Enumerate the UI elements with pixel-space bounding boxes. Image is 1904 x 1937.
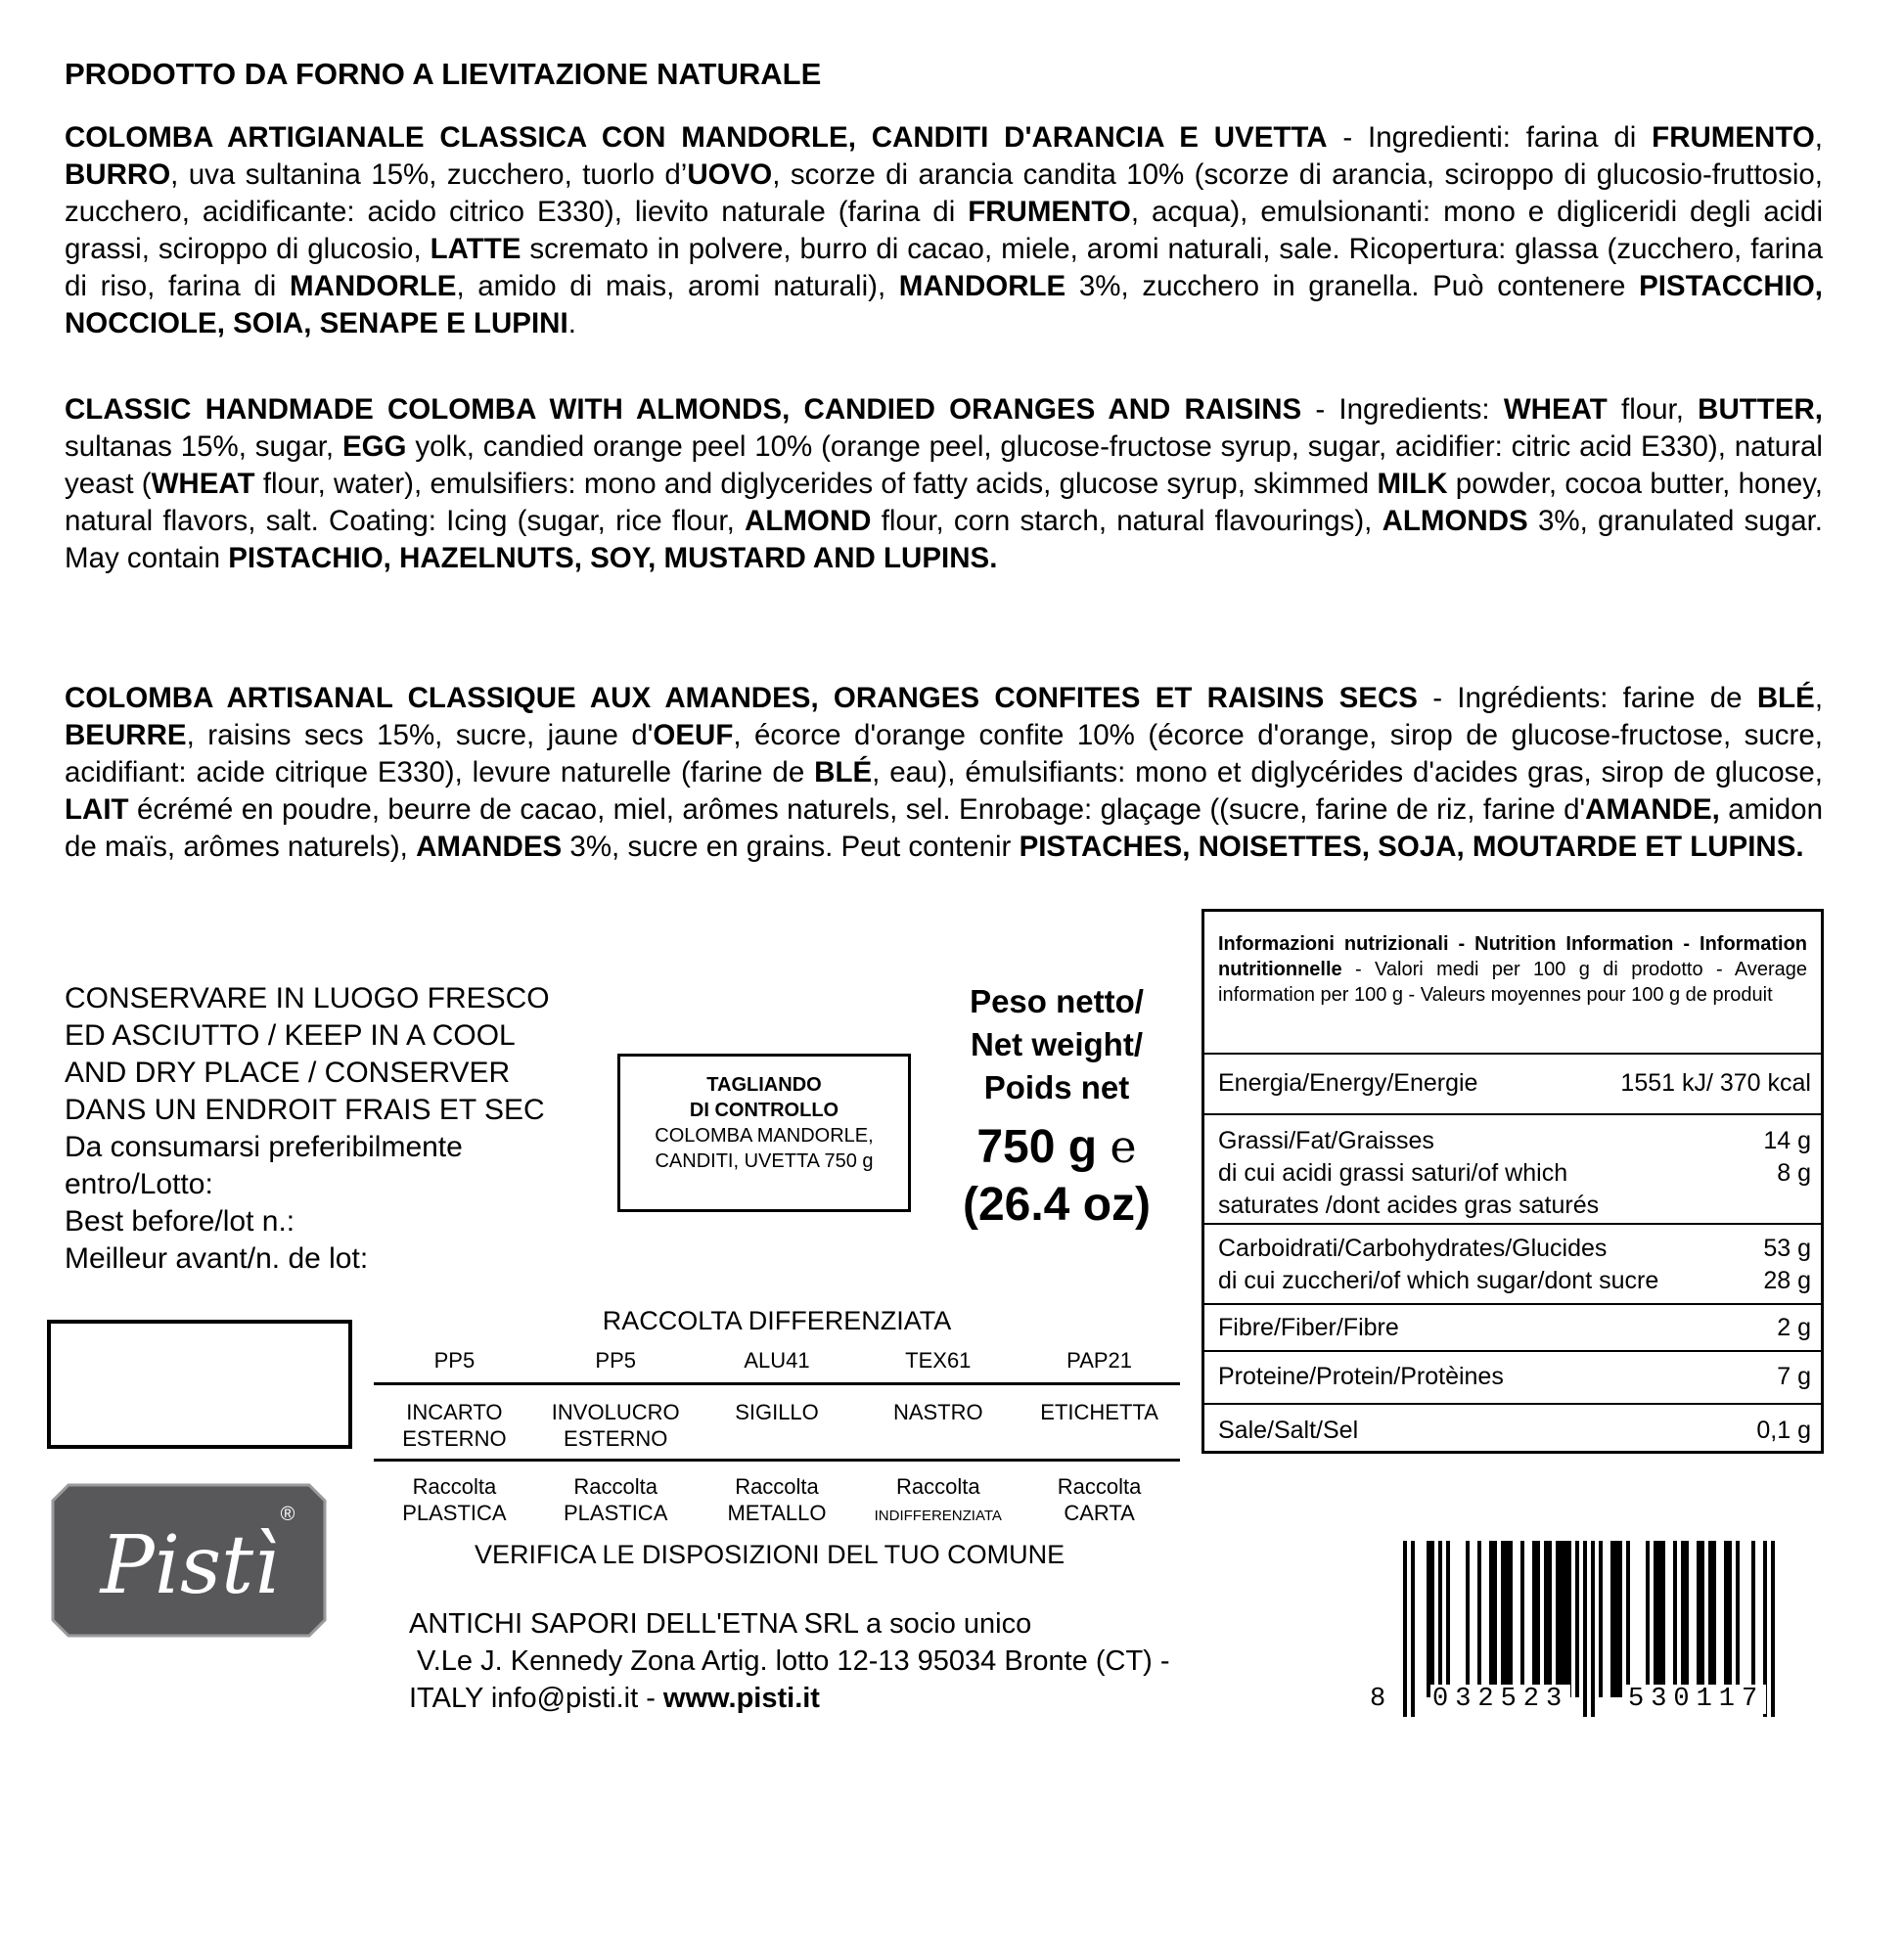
packaging-part-line: SIGILLO (735, 1400, 819, 1424)
text-run: 3%, sucre en grains. Peut contenir (562, 831, 1020, 863)
barcode-bar (1564, 1541, 1567, 1697)
bold-text: AMANDE, (1585, 793, 1720, 826)
coupon-description: COLOMBA MANDORLE, (655, 1125, 874, 1147)
bold-text: AMANDES (416, 831, 563, 863)
nutrition-label: Fibre/Fiber/Fibre (1218, 1314, 1399, 1341)
collection-line: PLASTICA (564, 1501, 668, 1525)
barcode-right-group: 530117 (1628, 1685, 1765, 1714)
barcode-bar (1493, 1541, 1497, 1697)
text-run: sultanas 15%, sugar, (65, 430, 342, 463)
nutrition-label: Energia/Energy/Energie (1218, 1069, 1478, 1097)
text-run: , amido di mais, aromi naturali), (456, 270, 899, 302)
bold-text: MILK (1377, 468, 1448, 500)
nutrition-label: Sale/Salt/Sel (1218, 1417, 1359, 1444)
text-run: . (567, 307, 576, 339)
nutrition-row-energy (1204, 1055, 1821, 1115)
recycling-title: RACCOLTA DIFFERENZIATA (602, 1306, 952, 1335)
barcode-bar (1646, 1541, 1650, 1697)
barcode-bar (1532, 1541, 1536, 1697)
barcode-bar (1544, 1541, 1548, 1697)
text-run: , eau), émulsifiants: mono et diglycérides d'acides gras, sirop de glucose, (872, 756, 1823, 788)
text-run: 3%, granulated sugar. May contain (65, 505, 1823, 574)
material-code: PP5 (433, 1348, 476, 1373)
best-before-line: Best before/lot n.: (65, 1205, 295, 1238)
text-run: powder, cocoa butter, honey, natural flavors, salt. Coating: Icing (sugar, rice flour, (65, 468, 1823, 537)
bold-text: EGG (341, 430, 407, 463)
barcode-bar (1520, 1541, 1524, 1697)
bold-text: CLASSIC HANDMADE COLOMBA WITH ALMONDS, CANDIED ORANGES AND RAISINS (65, 393, 1302, 426)
barcode-bar (1427, 1541, 1430, 1697)
text-run: , (1814, 121, 1823, 154)
barcode-bar (1560, 1541, 1564, 1697)
collection-type (535, 1473, 697, 1529)
text-run: écrémé en poudre, beurre de cacao, miel, arômes naturels, sel. Enrobage: glaçage ((sucre, farine de riz, farine d' (128, 793, 1586, 826)
best-before-line: Da consumarsi preferibilmente (65, 1131, 463, 1163)
coupon-title: TAGLIANDO (706, 1074, 822, 1096)
barcode-bar (1614, 1541, 1618, 1697)
nutrition-value: 0,1 g (1756, 1417, 1811, 1444)
nutrition-value: 2 g (1777, 1314, 1811, 1341)
pisti-logo (51, 1483, 327, 1638)
bold-text: BLÉ (1756, 682, 1815, 714)
barcode-bar (1697, 1541, 1700, 1697)
barcode-bar (1610, 1541, 1614, 1697)
barcode-first-digit: 8 (1370, 1685, 1386, 1714)
barcode-bar (1626, 1541, 1630, 1697)
text-run: scremato in polvere, burro di cacao, miele, aromi naturali, sale. Ricopertura: glassa (zucchero, farina di riso, farina di (65, 233, 1823, 302)
nutrition-label: Carboidrati/Carbohydrates/Glucides (1218, 1235, 1608, 1262)
bold-text: BUTTER, (1698, 393, 1823, 426)
barcode-bar (1681, 1541, 1685, 1697)
collection-line: METALLO (727, 1501, 827, 1525)
company-name: ANTICHI SAPORI DELL'ETNA SRL a socio unico (409, 1608, 1032, 1640)
barcode-bar (1728, 1541, 1732, 1697)
barcode-bar (1556, 1541, 1560, 1697)
packaging-part-line: NASTRO (892, 1400, 983, 1424)
packaging-part-line: ESTERNO (402, 1426, 507, 1451)
bold-text: LATTE (430, 233, 521, 265)
collection-line: PLASTICA (402, 1501, 507, 1525)
barcode-bar (1548, 1541, 1552, 1697)
bold-text: COLOMBA ARTIGIANALE CLASSICA CON MANDORLE, CANDITI D'ARANCIA E UVETTA (65, 121, 1328, 154)
estimated-sign-icon: e (1110, 1120, 1137, 1173)
text-run: 3%, zucchero in granella. Può contenere (1065, 270, 1640, 302)
text-run: - Ingredienti: farina di (1327, 121, 1653, 154)
ingredients-french (65, 680, 1823, 866)
packaging-part (1019, 1399, 1180, 1459)
bold-text: OEUF (653, 719, 734, 751)
net-weight-label: Peso netto/ (970, 983, 1144, 1019)
company-email: ITALY info@pisti.it - (409, 1683, 663, 1714)
text-run: , raisins secs 15%, sucre, jaune d' (186, 719, 654, 751)
coupon-title: DI CONTROLLO (689, 1100, 839, 1121)
packaging-part (374, 1399, 535, 1459)
recycling-collection-row (374, 1462, 1180, 1529)
packaging-part (535, 1399, 697, 1459)
text-run: flour, corn starch, natural flavourings), (871, 505, 1383, 537)
nutrition-label: Proteine/Protein/Protèines (1218, 1363, 1504, 1390)
text-run: amidon de maïs, arômes naturels), (65, 793, 1823, 863)
barcode-bar (1509, 1541, 1513, 1697)
packaging-part-line: ESTERNO (564, 1426, 668, 1451)
collection-type (374, 1473, 535, 1529)
bold-text: LAIT (65, 793, 129, 826)
collection-line: Raccolta (735, 1474, 819, 1499)
company-info (409, 1605, 1170, 1717)
nutrition-value: 53 g (1763, 1235, 1811, 1262)
barcode-bar (1438, 1541, 1442, 1697)
best-before-line: entro/Lotto: (65, 1168, 213, 1200)
nutrition-label: Grassi/Fat/Graisses (1218, 1127, 1434, 1154)
barcode-bar (1430, 1541, 1434, 1697)
barcode-bar (1736, 1541, 1740, 1697)
best-before-line: Meilleur avant/n. de lot: (65, 1242, 369, 1275)
lot-number-box (47, 1320, 352, 1449)
storage-line: DANS UN ENDROIT FRAIS ET SEC (65, 1094, 545, 1126)
collection-line: Raccolta (895, 1474, 980, 1499)
bold-text: FRUMENTO (1652, 121, 1815, 154)
barcode-bar (1599, 1541, 1603, 1697)
collection-type (697, 1473, 858, 1529)
registered-mark-icon: ® (280, 1504, 295, 1525)
packaging-part-line: ETICHETTA (1040, 1400, 1158, 1424)
barcode-bar (1618, 1541, 1622, 1697)
bold-text: Informazioni nutrizionali - Nutrition Information - Information nutritionnelle (1218, 933, 1807, 980)
barcode-bar (1708, 1541, 1712, 1697)
nutrition-value: 7 g (1777, 1363, 1811, 1390)
barcode-bar (1712, 1541, 1716, 1697)
bold-text: FRUMENTO (968, 196, 1131, 228)
nutrition-label: di cui acidi grassi saturi/of which (1218, 1159, 1568, 1187)
nutrition-row-protein (1204, 1352, 1821, 1405)
nutrition-row-fibre (1204, 1305, 1821, 1352)
barcode-bar (1466, 1541, 1470, 1697)
nutrition-header (1204, 912, 1821, 1055)
bold-text: ALMOND (745, 505, 872, 537)
recycling-note: VERIFICA LE DISPOSIZIONI DEL TUO COMUNE (475, 1540, 1065, 1569)
company-website-link[interactable]: www.pisti.it (662, 1683, 820, 1714)
collection-line: CARTA (1064, 1501, 1135, 1525)
nutrition-value: 14 g (1763, 1127, 1811, 1154)
packaging-part-line: INCARTO (406, 1400, 503, 1424)
barcode-bar (1536, 1541, 1540, 1697)
ingredients-english (65, 391, 1823, 577)
bold-text: UOVO (687, 158, 773, 191)
bold-text: MANDORLE (898, 270, 1066, 302)
barcode-bar (1751, 1541, 1755, 1697)
packaging-part (697, 1399, 858, 1459)
barcode-bar (1477, 1541, 1481, 1697)
barcode-bar (1724, 1541, 1728, 1697)
product-category-header: PRODOTTO DA FORNO A LIEVITAZIONE NATURALE (65, 57, 822, 91)
nutrition-label: di cui zuccheri/of which sugar/dont sucre (1218, 1267, 1659, 1294)
text-run: , scorze di arancia candita 10% (scorze di arancia, sciroppo di glucosio-fruttosio, zucchero, acidificante: acido citrico E330), lievito naturale (farina di (65, 158, 1823, 228)
text-run: - Ingredients: (1301, 393, 1504, 426)
text-run: , écorce d'orange confite 10% (écorce d'orange, sirop de glucose-fructose, sucre, acidifiant: acide citrique E330), levure naturelle (farine de (65, 719, 1823, 788)
barcode-bar (1661, 1541, 1665, 1697)
collection-line: Raccolta (573, 1474, 657, 1499)
barcode-bar (1567, 1541, 1571, 1697)
barcode-bar (1700, 1541, 1704, 1697)
text-run: , acqua), emulsionanti: mono e digliceridi degli acidi grassi, sciroppo di glucosio, (65, 196, 1823, 265)
text-run: - Ingrédients: farine de (1417, 682, 1757, 714)
barcode-left-group: 032523 (1432, 1685, 1569, 1714)
bold-text: PISTACHIO, HAZELNUTS, SOY, MUSTARD AND LUPINS. (228, 542, 998, 574)
collection-line: Raccolta (1057, 1474, 1142, 1499)
company-address: V.Le J. Kennedy Zona Artig. lotto 12-13 95034 Bronte (CT) - (409, 1645, 1170, 1677)
material-code: PAP21 (1066, 1348, 1133, 1373)
storage-instructions (65, 980, 612, 1278)
storage-line: AND DRY PLACE / CONSERVER (65, 1057, 511, 1089)
collection-type (1019, 1473, 1180, 1529)
packaging-part-line: INVOLUCRO (551, 1400, 680, 1424)
bold-text: BLÉ (814, 756, 873, 788)
barcode-bar (1657, 1541, 1661, 1697)
nutrition-row-fat (1204, 1115, 1821, 1225)
packaging-part (857, 1399, 1019, 1459)
bold-text: ALMONDS (1382, 505, 1528, 537)
barcode-bar (1685, 1541, 1689, 1697)
collection-line: Raccolta (412, 1474, 497, 1499)
nutrition-row-salt (1204, 1405, 1821, 1454)
barcode-bar (1654, 1541, 1657, 1697)
bold-text: MANDORLE (290, 270, 457, 302)
weight-grams: 750 g (976, 1121, 1098, 1173)
collection-line: INDIFFERENZIATA (874, 1508, 1002, 1524)
recycling-parts-row (374, 1385, 1180, 1462)
material-code: PP5 (595, 1348, 636, 1373)
barcode-bar (1673, 1541, 1677, 1697)
barcode-bar (1575, 1541, 1579, 1697)
nutrition-table (1201, 909, 1824, 1454)
net-weight (939, 980, 1174, 1234)
net-weight-ounces: (26.4 oz) (962, 1179, 1152, 1231)
nutrition-label: saturates /dont acides gras saturés (1218, 1192, 1600, 1219)
text-run: flour, (1607, 393, 1699, 426)
bold-text: COLOMBA ARTISANAL CLASSIQUE AUX AMANDES, ORANGES CONFITES ET RAISINS SECS (65, 682, 1418, 714)
company-contact (409, 1680, 1170, 1717)
text-run: , (1814, 682, 1824, 714)
nutrition-value: 1551 kJ/ 370 kcal (1620, 1069, 1811, 1097)
nutrition-value: 28 g (1763, 1267, 1811, 1294)
recycling-info (374, 1304, 1180, 1529)
barcode-digits (1368, 1685, 1814, 1718)
bold-text: PISTACHES, NOISETTES, SOJA, MOUTARDE ET LUPINS. (1019, 831, 1804, 863)
net-weight-label: Poids net (983, 1069, 1130, 1105)
text-run: - Valori medi per 100 g di prodotto - Average information per 100 g - Valeurs moyennes pour 100 g de produit (1218, 959, 1807, 1006)
barcode-bar (1505, 1541, 1509, 1697)
barcode-bar (1446, 1541, 1450, 1697)
storage-line: CONSERVARE IN LUOGO FRESCO (65, 982, 550, 1014)
text-run: flour, water), emulsifiers: mono and diglycerides of fatty acids, glucose syrup, skimmed (254, 468, 1378, 500)
bold-text: PISTACCHIO, NOCCIOLE, SOIA, SENAPE E LUPINI (65, 270, 1823, 339)
logo-wordmark: Pistì (100, 1519, 280, 1612)
recycling-codes-row (374, 1347, 1180, 1385)
collection-type (857, 1473, 1019, 1529)
text-run: , uva sultanina 15%, zucchero, tuorlo d’ (170, 158, 688, 191)
bold-text: WHEAT (1503, 393, 1608, 426)
barcode-bar (1501, 1541, 1505, 1697)
storage-line: ED ASCIUTTO / KEEP IN A COOL (65, 1019, 516, 1052)
net-weight-label: Net weight/ (970, 1026, 1143, 1062)
ingredients-italian (65, 119, 1823, 342)
bold-text: BURRO (65, 158, 171, 191)
net-weight-value (939, 1117, 1174, 1177)
bold-text: BEURRE (65, 719, 187, 751)
material-code: ALU41 (744, 1348, 810, 1373)
control-coupon (617, 1054, 911, 1212)
coupon-description: CANDITI, UVETTA 750 g (655, 1150, 874, 1172)
nutrition-row-carbohydrates (1204, 1225, 1821, 1305)
bold-text: WHEAT (151, 468, 255, 500)
nutrition-value: 8 g (1777, 1159, 1811, 1187)
barcode-bar (1489, 1541, 1493, 1697)
text-run: yolk, candied orange peel 10% (orange peel, glucose-fructose syrup, sugar, acidifier: citric acid E330), natural yeast ( (65, 430, 1823, 500)
material-code: TEX61 (905, 1348, 972, 1373)
